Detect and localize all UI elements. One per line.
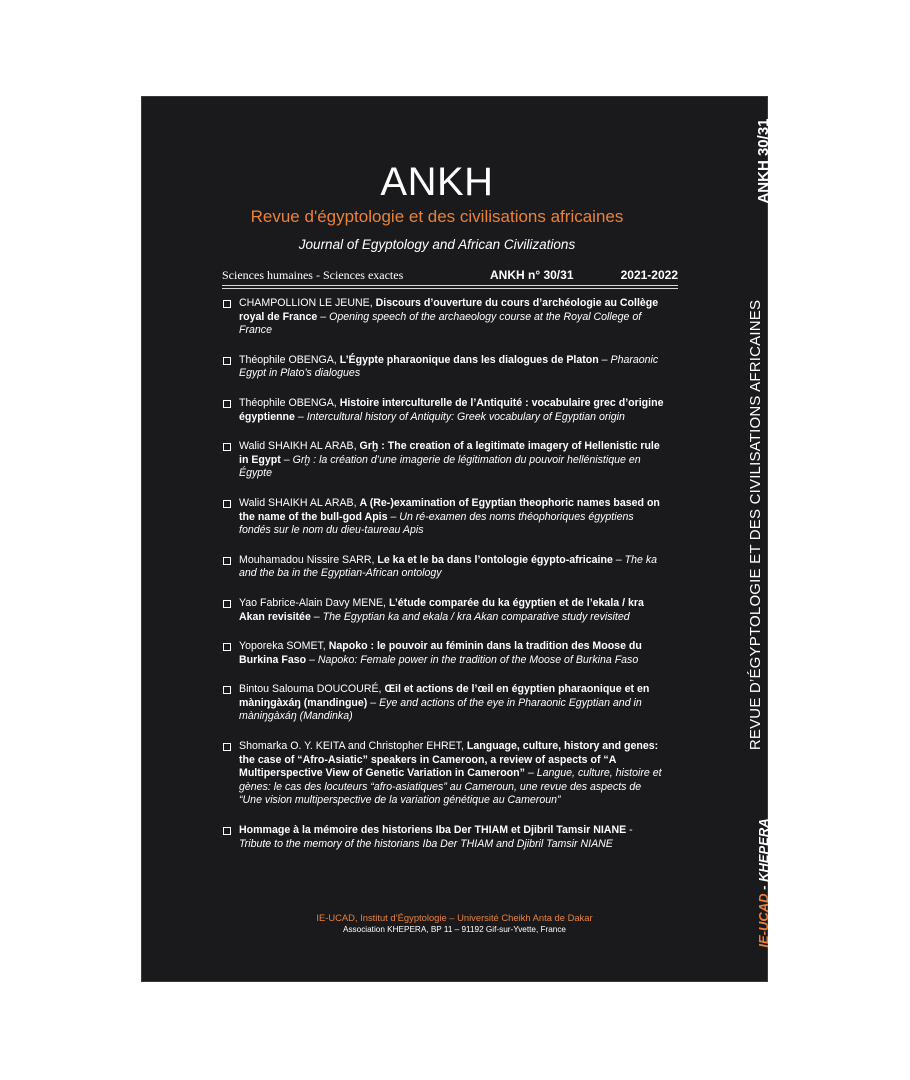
spine-publisher-khepera: KHEPERA (756, 818, 771, 882)
checkbox-icon (223, 400, 231, 408)
toc-title: Grḫ : The creation of a legitimate imagery of Hellenistic rule in Egypt (239, 440, 660, 466)
toc-title: Hommage à la mémoire des historiens Iba Der THIAM et Djibril Tamsir NIANE (239, 824, 627, 837)
toc-title: Histoire interculturelle de l’Antiquité : vocabulaire grec d’origine égyptienne (239, 396, 664, 423)
toc-translation: Pharaonic Egypt in Plato’s dialogues (239, 353, 659, 380)
toc-author: Théophile OBENGA, (239, 396, 337, 409)
divider-rule (222, 288, 678, 289)
toc-translation: Eye and actions of the eye in Pharaonic Egyptian and in màniŋgàxáŋ (Mandinka) (239, 696, 642, 723)
toc-separator: - (626, 824, 633, 837)
toc-separator: – (294, 410, 307, 423)
toc-title: Language, culture, history and genes: the case of “Afro-Asiatic” speakers in Cameroon, a review of aspects of “A Multiperspective View of Genetic Variation in Cameroon” (239, 740, 659, 780)
toc-author: Walid SHAIKH AL ARAB, (239, 496, 357, 509)
spine-publisher (754, 793, 774, 973)
checkbox-icon (223, 443, 231, 451)
spine-issue: ANKH 30/31 (755, 118, 772, 204)
toc-title: L’Égypte pharaonique dans les dialogues de Platon (339, 353, 599, 366)
toc-separator: – (387, 510, 400, 523)
toc-separator: – (280, 453, 293, 466)
checkbox-icon (223, 643, 231, 651)
toc-author: Yoporeka SOMET, (239, 640, 326, 653)
toc-translation: Un ré-examen des noms théophoriques égyptiens fondés sur le nom du dieu-taureau Apis (239, 510, 634, 537)
toc-entry (222, 497, 667, 538)
spine-title: REVUE D’ÉGYPTOLOGIE ET DES CIVILISATIONS AFRICAINES (747, 299, 764, 751)
toc-author: Shomarka O. Y. KEITA and Christopher EHRET, (239, 740, 464, 753)
toc-entry (222, 824, 667, 851)
toc-translation: Napoko: Female power in the tradition of the Moose of Burkina Faso (317, 653, 639, 666)
journal-title: ANKH (380, 160, 494, 204)
toc-author: CHAMPOLLION LE JEUNE, (239, 297, 373, 309)
front-cover (142, 97, 732, 981)
toc-title: Discours d’ouverture du cours d’archéologie au Collège royal de France (239, 297, 659, 323)
toc-separator: – (612, 553, 625, 566)
toc-author: Bintou Saloumа DOUCOURÉ, (239, 683, 382, 696)
journal-subtitle-english: Journal of Egyptology and African Civilizations (298, 237, 576, 252)
journal-subtitle: Revue d'égyptologie et des civilisations africaines (250, 207, 624, 226)
toc-separator: – (306, 653, 318, 666)
toc-entry (222, 740, 667, 808)
publisher-footer (142, 912, 767, 935)
footer-association: Association KHEPERA, BP 11 – 91192 Gif-sur-Yvette, France (343, 925, 566, 934)
toc-translation: Grḫ : la création d’une imagerie de légitimation du pouvoir hellénistique en Égypte (239, 453, 641, 480)
toc-separator: – (310, 610, 323, 623)
checkbox-icon (223, 686, 231, 694)
issue-info-line (222, 267, 678, 283)
checkbox-icon (223, 300, 231, 308)
spine-publisher-ieucad: IE-UCAD (756, 893, 771, 948)
divider-rule (222, 285, 678, 286)
spine-publisher-separator: - (756, 881, 771, 894)
toc-entry (222, 440, 667, 481)
toc-author: Yao Fabrice-Alain Davy MENE, (239, 596, 386, 609)
toc-translation: Intercultural history of Antiquity: Greek vocabulary of Egyptian origin (306, 410, 625, 423)
toc-separator: – (524, 767, 537, 780)
checkbox-icon (223, 557, 231, 565)
disciplines-label: Sciences humaines - Sciences exactes (222, 268, 404, 282)
journal-cover (141, 96, 772, 982)
toc-author: Walid SHAIKH AL ARAB, (239, 440, 357, 453)
toc-separator: – (598, 353, 611, 366)
toc-title: Œil et actions de l’œil en égyptien pharaonique et en màniŋgàxáŋ (mandingue) (239, 683, 650, 709)
checkbox-icon (223, 827, 231, 835)
checkbox-icon (223, 500, 231, 508)
footer-institute: IE-UCAD, Institut d’Égyptologie – Université Cheikh Anta de Dakar (316, 912, 593, 923)
toc-entry (222, 397, 667, 424)
toc-translation: Opening speech of the archaeology course at the Royal College of France (239, 310, 642, 337)
table-of-contents (222, 297, 667, 851)
toc-translation: Tribute to the memory of the historians Iba Der THIAM and Djibril Tamsir NIANE (239, 837, 613, 850)
issue-number: ANKH n° 30/31 (490, 268, 574, 282)
issue-years: 2021-2022 (620, 268, 678, 282)
toc-entry (222, 554, 667, 581)
toc-title: L’étude comparée du ka égyptien et de l’ekala / kra Akan revisitée (239, 596, 644, 623)
checkbox-icon (223, 357, 231, 365)
toc-separator: – (317, 310, 330, 323)
toc-translation: Langue, culture, histoire et gènes: le cas des locuteurs “afro-asiatiques” au Cameroun, une revue des aspects de “Une vision multiperspective de la variation génétique au Cameroun” (239, 767, 662, 807)
toc-entry (222, 354, 667, 381)
toc-entry (222, 683, 667, 724)
toc-entry (222, 297, 667, 338)
checkbox-icon (223, 600, 231, 608)
toc-separator: – (367, 696, 380, 709)
toc-title: Le ka et le ba dans l’ontologie égypto-africaine (377, 553, 613, 566)
toc-translation: The ka and the ba in the Egyptian-African ontology (239, 553, 658, 580)
toc-entry (222, 597, 667, 624)
checkbox-icon (223, 743, 231, 751)
toc-entry (222, 640, 667, 667)
toc-translation: The Egyptian ka and ekala / kra Akan comparative study revisited (322, 610, 630, 623)
toc-title: Napoko : le pouvoir au féminin dans la tradition des Moose du Burkina Faso (239, 640, 642, 666)
toc-author: Mouhamadou Nissire SARR, (239, 553, 375, 566)
toc-author: Théophile OBENGA, (239, 353, 337, 366)
toc-title: A (Re-)examination of Egyptian theophoric names based on the name of the bull-god Apis (239, 496, 660, 523)
